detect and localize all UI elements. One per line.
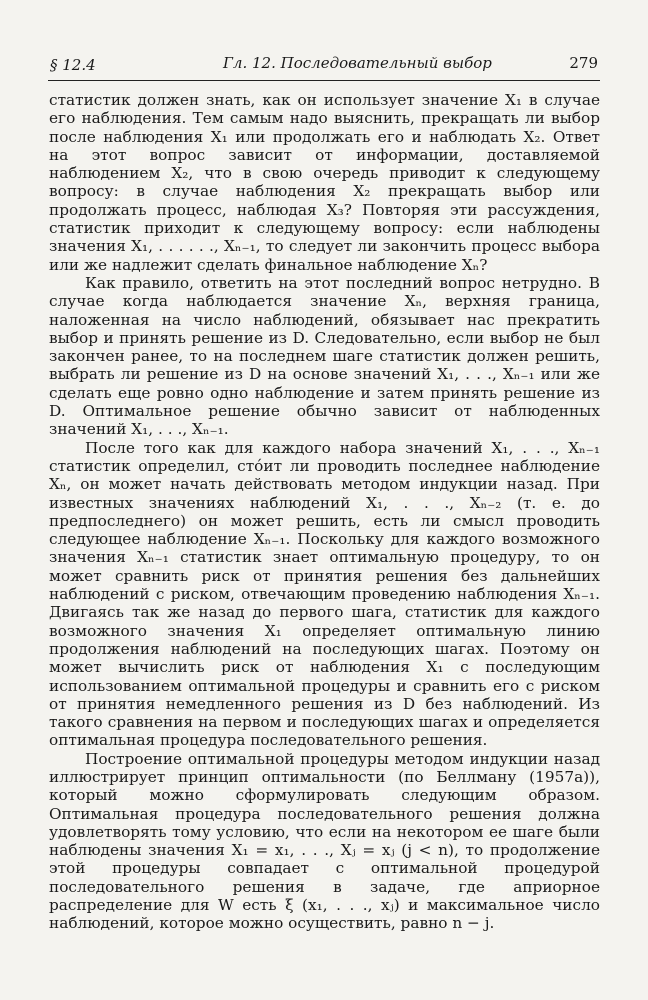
paragraph-2: Как правило, ответить на этот последний вопрос нетрудно. В случае когда наблюдается значение Xₙ, верхняя граница, наложенная на число наблюдений, обязывает нас прекратить выбор и принять решение из D. Следовательно, если выбор не был закончен ранее, то на последнем шаге статистик должен решить, выбрать ли решение из D на основе значений X₁, . . ., Xₙ₋₁ или же сделать еще ровно одно наблюдение и затем принять решение из D. Оптимальное решение обычно зависит от наблюденных значений X₁, . . ., Xₙ₋₁.	[49, 273, 600, 439]
paragraph-4: Построение оптимальной процедуры методом индукции назад иллюстрирует принцип оптимальности (по Беллману (1957a)), который можно сформулировать следующим образом. Оптимальная процедура последовательного решения должна удовлетворять тому условию, что если на некотором ее шаге были наблюдены значения X₁ = x₁, . . ., Xⱼ = xⱼ (j < n), то продолжение этой процедуры совпадает с оптимальной процедурой последовательного решения в задаче, где априорное распределение для W есть ξ (x₁, . . ., xⱼ) и максимальное число наблюдений, которое можно осуществить, равно n − j.	[49, 749, 600, 933]
page-number: 279	[569, 54, 598, 72]
running-header	[50, 54, 598, 78]
paragraph-1: статистик должен знать, как он использует значение X₁ в случае его наблюдения. Тем самым надо выяснить, прекращать ли выбор после наблюдения X₁ или продолжать его и наблюдать X₂. Ответ на этот вопрос зависит от информации, доставляемой наблюдением X₂, что в свою очередь приводит к следующему вопросу: в случае наблюдения X₂ прекращать выбор или продолжать процесс, наблюдая X₃? Повторяя эти рассуждения, статистик приходит к следующему вопросу: если наблюдены значения X₁, . . . . . ., Xₙ₋₁, то следует ли закончить процесс выбора или же надлежит сделать финальное наблюдение Xₙ?	[49, 91, 600, 274]
body-text	[49, 91, 600, 933]
chapter-title: Гл. 12. Последовательный выбор	[223, 54, 492, 72]
paragraph-3: После того как для каждого набора значений X₁, . . ., Xₙ₋₁ статистик определил, стóит ли проводить последнее наблюдение Xₙ, он может начать действовать методом индукции назад. При известных значениях наблюдений X₁, . . ., Xₙ₋₂ (т. е. до предпоследнего) он может решить, есть ли смысл проводить следующее наблюдение Xₙ₋₁. Поскольку для каждого возможного значения Xₙ₋₁ статистик знает оптимальную процедуру, то он может сравнить риск от принятия решения без дальнейших наблюдений с риском, отвечающим проведению наблюдения Xₙ₋₁. Двигаясь так же назад до первого шага, статистик для каждого возможного значения X₁ определяет оптимальную линию продолжения наблюдений на последующих шагах. Поэтому он может вычислить риск от наблюдения X₁ с последующим использованием оптимальной процедуры и сравнить его с риском от принятия немедленного решения из D без наблюдений. Из такого сравнения на первом и последующих шагах и определяется оптимальная процедура последовательного решения.	[49, 438, 600, 750]
header-rule	[48, 80, 600, 81]
section-number: § 12.4	[50, 56, 96, 74]
